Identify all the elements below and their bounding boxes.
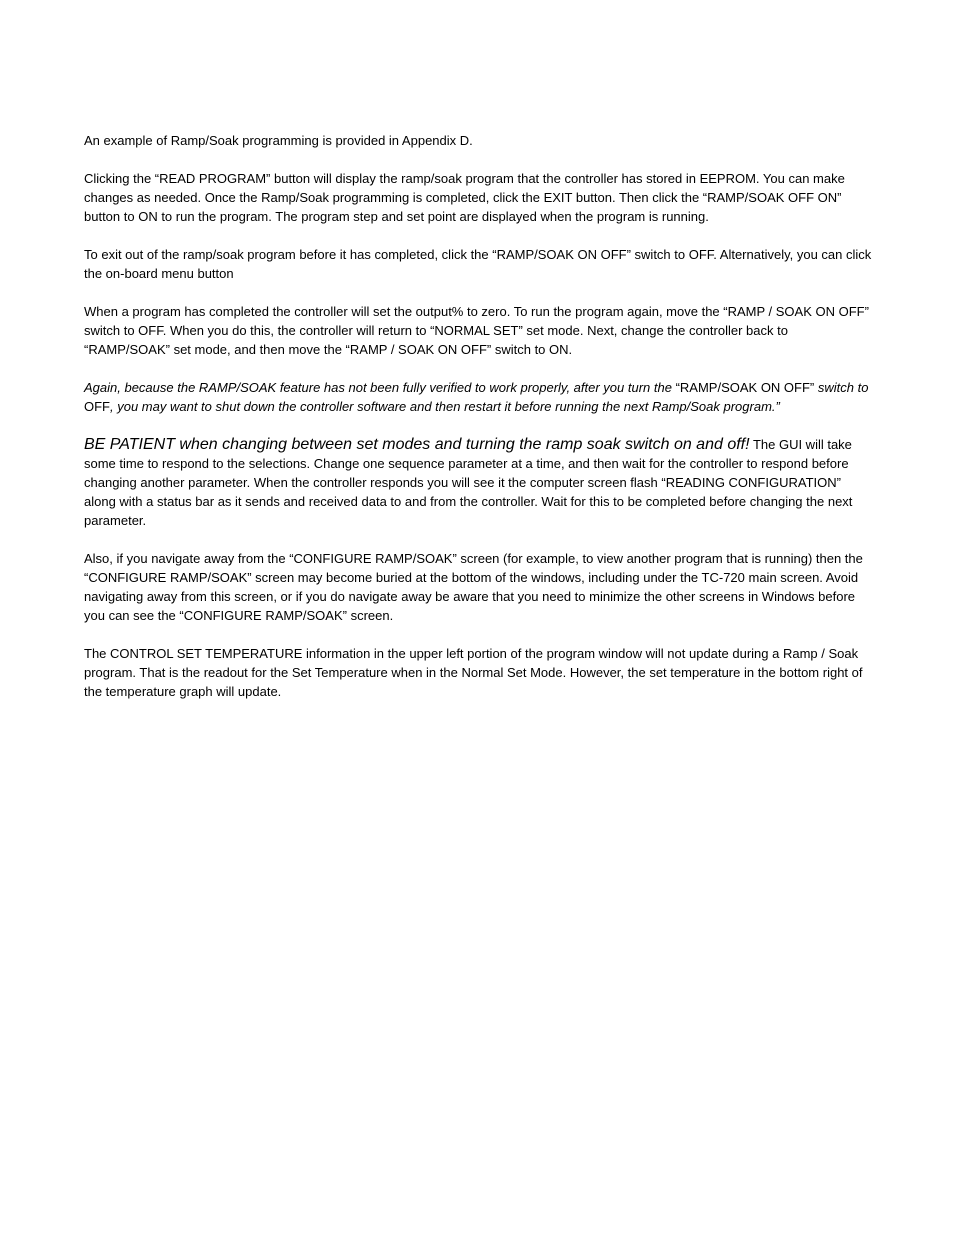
warning-text-2: “RAMP/SOAK ON OFF” [675,380,815,395]
warning-text-1: Again, because the RAMP/SOAK feature has not been fully verified to work properly, after you turn the [84,380,676,395]
warning-text-4: OFF [84,399,110,414]
paragraph-control-set-temperature: The CONTROL SET TEMPERATURE information in the upper left portion of the program window will not update during a Ramp / Soak program. That is the readout for the Set Temperature when in the Normal Set Mode. However, the set temperature in the bottom right of the temperature graph will update. [84,646,863,699]
paragraph-program-completed: When a program has completed the controller will set the output% to zero. To run the program again, move the “RAMP / SOAK ON OFF” switch to OFF. When you do this, the controller will return to “NORMAL SET” set mode. Next, change the controller back to “RAMP/SOAK” set mode, and then move the “RAMP / SOAK ON OFF” switch to ON. [84,304,869,357]
document-body [84,131,874,720]
paragraph-verification-warning [84,378,874,416]
be-patient-rest: The GUI will take some time to respond to the selections. Change one sequence parameter at a time, and then wait for the controller to respond before changing another parameter. When the controller responds you will see it the computer screen flash “READING CONFIGURATION” along with a status bar as it sends and received data to and from the controller. Wait for this to be completed before changing the next parameter. [84,437,853,528]
warning-text-5: , you may want to shut down the controller software and then restart it before running the next Ramp/Soak program.” [110,399,780,414]
paragraph-appendix-reference: An example of Ramp/Soak programming is provided in Appendix D. [84,133,473,148]
paragraph-exit-program: To exit out of the ramp/soak program before it has completed, click the “RAMP/SOAK ON OFF” switch to OFF. Alternatively, you can click the on-board menu button [84,247,872,281]
paragraph-navigate-away: Also, if you navigate away from the “CONFIGURE RAMP/SOAK” screen (for example, to view another program that is running) then the “CONFIGURE RAMP/SOAK” screen may become buried at the bottom of the windows, including under the TC-720 main screen. Avoid navigating away from this screen, or if you do navigate away be aware that you need to minimize the other screens in Windows before you can see the “CONFIGURE RAMP/SOAK” screen. [84,551,863,623]
be-patient-lead: BE PATIENT when changing between set modes and turning the ramp soak switch on and off! [84,436,750,453]
paragraph-read-program: Clicking the “READ PROGRAM” button will display the ramp/soak program that the controller has stored in EEPROM. You can make changes as needed. Once the Ramp/Soak programming is completed, click the EXIT button. Then click the “RAMP/SOAK OFF ON” button to ON to run the program. The program step and set point are displayed when the program is running. [84,171,845,224]
warning-text-3: switch to [814,380,869,395]
paragraph-be-patient [84,435,874,530]
